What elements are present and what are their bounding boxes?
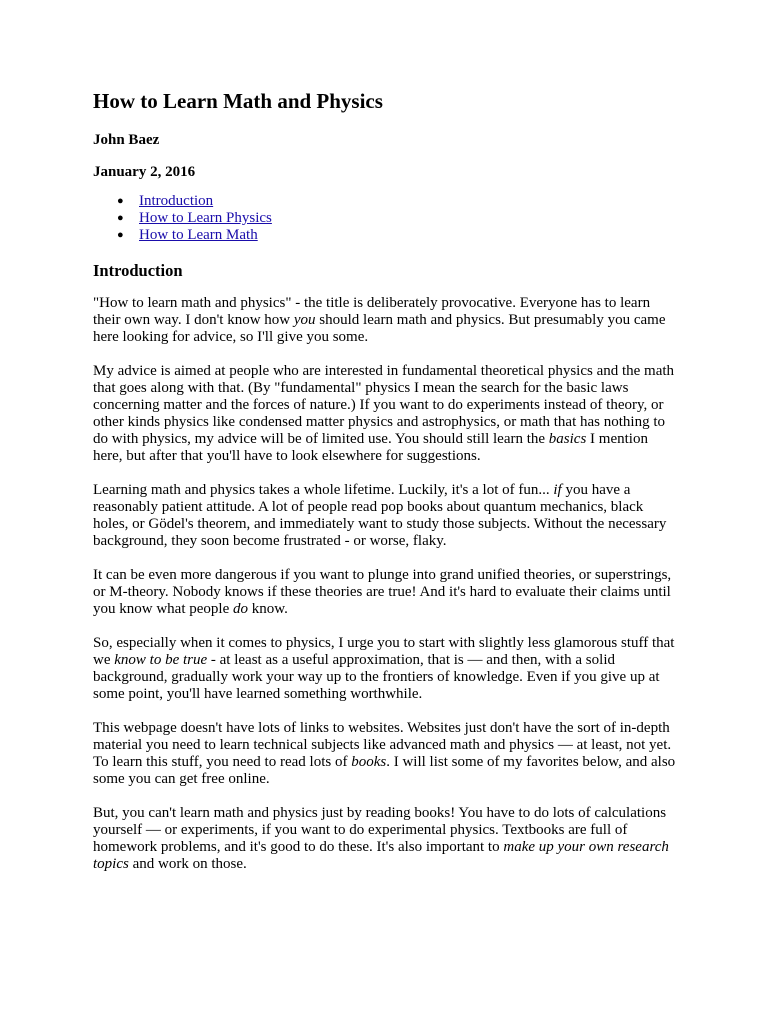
document-title: How to Learn Math and Physics [93, 89, 383, 113]
table-of-contents [93, 193, 678, 244]
paragraph-text: It can be even more dangerous if you want to plunge into grand unified theories, or superstrings, or M-theory. Nobody knows if these theories are true! And it's hard to evaluate their claims until you know what people [93, 567, 672, 617]
bullet-icon: ● [117, 229, 124, 241]
paragraph-2 [93, 363, 678, 465]
paragraph-text: Learning math and physics takes a whole lifetime. Luckily, it's a lot of fun... [93, 482, 554, 498]
emphasis-text: basics [548, 431, 587, 447]
bullet-icon: ● [117, 212, 124, 224]
toc-link-learn-math[interactable]: How to Learn Math [139, 227, 258, 243]
emphasis-text: books [351, 754, 387, 770]
toc-item-introduction [115, 193, 678, 210]
paragraph-text: should learn math and physics. But presumably you came here looking for advice, so I'll give you some. [93, 312, 666, 345]
paragraph-text: and work on those. [128, 856, 247, 872]
paragraph-text: But, you can't learn math and physics just by reading books! You have to do lots of calculations yourself — or experiments, if you want to do experimental physics. Textbooks are full of homework problems, and it's good to do these. It's also important to [93, 805, 667, 855]
toc-item-learn-physics [115, 210, 678, 227]
paragraph-text: My advice is aimed at people who are interested in fundamental theoretical physics and the math that goes along with that. (By "fundamental" physics I mean the search for the basic laws concerning matter and the forces of nature.) If you want to do experiments instead of theory, or other kinds physics like condensed matter physics and astrophysics, or math that has nothing to do with physics, my advice will be of limited use. You should still learn the [93, 363, 675, 447]
paragraph-text: I mention here, but after that you'll have to look elsewhere for suggestions. [93, 431, 648, 464]
paragraph-7 [93, 805, 678, 873]
paragraph-text: This webpage doesn't have lots of links to websites. Websites just don't have the sort of in-depth material you need to learn technical subjects like advanced math and physics — at least, not yet. To learn this stuff, you need to read lots of [93, 720, 672, 770]
paragraph-text: "How to learn math and physics" - the title is deliberately provocative. Everyone has to learn their own way. I don't know how [93, 295, 651, 328]
bullet-icon: ● [117, 195, 124, 207]
emphasis-text: you [293, 312, 316, 328]
paragraph-text: you have a reasonably patient attitude. A lot of people read pop books about quantum mechanics, black holes, or Gödel's theorem, and immediately want to study those subjects. Without the necessary background, they soon become frustrated - or worse, flaky. [93, 482, 667, 549]
paragraph-6 [93, 720, 678, 788]
toc-item-learn-math [115, 227, 678, 244]
paragraph-5 [93, 635, 678, 703]
emphasis-text: if [553, 482, 562, 498]
author-name: John Baez [93, 132, 160, 148]
toc-link-learn-physics[interactable]: How to Learn Physics [139, 210, 272, 226]
paragraph-4 [93, 567, 678, 618]
emphasis-text: know to be true [114, 652, 208, 668]
emphasis-text: do [232, 601, 248, 617]
paragraph-text: know. [247, 601, 288, 617]
publication-date: January 2, 2016 [93, 164, 196, 180]
section-heading-introduction: Introduction [93, 261, 183, 280]
paragraph-text: So, especially when it comes to physics, I urge you to start with slightly less glamorous stuff that we [93, 635, 675, 668]
paragraph-text: . I will list some of my favorites below, and also some you can get free online. [93, 754, 676, 787]
paragraph-3 [93, 482, 678, 550]
paragraph-1 [93, 295, 678, 346]
emphasis-text: make up your own research topics [93, 839, 669, 872]
paragraph-text: - at least as a useful approximation, that is — and then, with a solid background, gradually work your way up to the frontiers of knowledge. Even if you give up at some point, you'll have learned something worthwhile. [93, 652, 660, 702]
toc-link-introduction[interactable]: Introduction [139, 193, 214, 209]
